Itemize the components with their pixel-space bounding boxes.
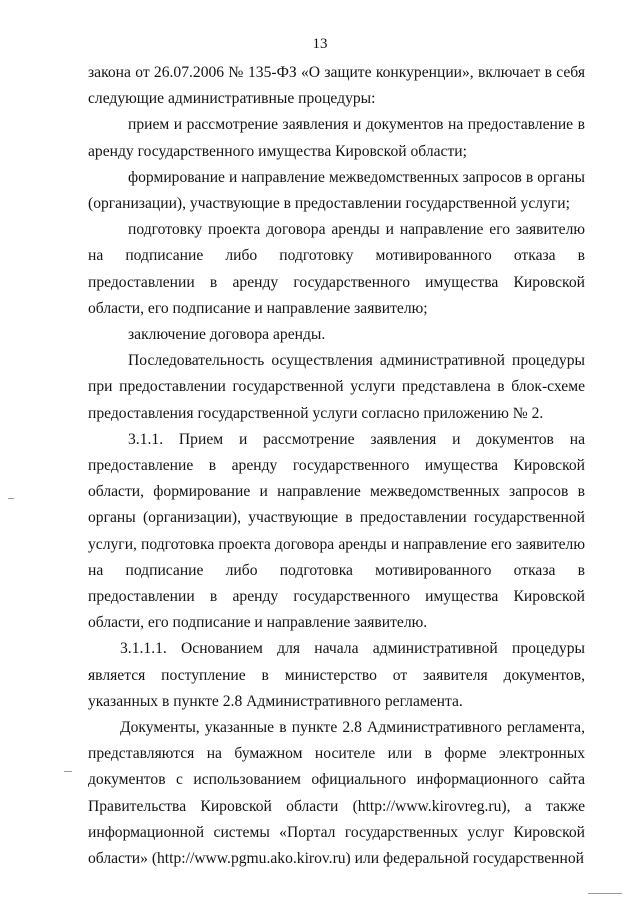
paragraph-procedure-2: формирование и направление межведомственных запросов в органы (организации), участвующие в предоставлении государственной услуги;	[88, 168, 585, 213]
paragraph-documents: Документы, указанные в пункте 2.8 Административного регламента, представляются на бумажном носителе или в форме электронных документов с использованием официального информационного сайта Правительства Кировской области (http://www.kirovreg.ru), а также информационной системы «Портал государственных услуг Кировской области» (http://www.pgmu.ako.kirov.ru) или федеральной государственной	[88, 719, 585, 868]
paragraph-procedure-1: прием и рассмотрение заявления и документов на предоставление в аренду государственного имущества Кировской области;	[88, 116, 585, 160]
paragraph-sequence: Последовательность осуществления административной процедуры при предоставлении государственной услуги представлена в блок-схеме предоставления государственной услуги согласно приложению № 2.	[88, 352, 585, 422]
paragraph-procedure-4: заключение договора аренды.	[128, 326, 326, 344]
paragraph-section-3-1-1-1: 3.1.1.1. Основанием для начала административной процедуры является поступление в министерство от заявителя документов, указанных в пункте 2.8 Административного регламента.	[88, 640, 585, 710]
scan-artifact-left	[8, 498, 14, 499]
paragraph-intro: закона от 26.07.2006 № 135-ФЗ «О защите конкуренции», включает в себя следующие административные процедуры:	[88, 64, 585, 108]
scan-artifact-bottom-right	[588, 893, 622, 894]
document-body	[88, 60, 585, 872]
scan-artifact-left-lower	[64, 771, 72, 772]
paragraph-section-3-1-1: 3.1.1. Прием и рассмотрение заявления и документов на предоставление в аренду государственного имущества Кировской области, формирование и направление межведомственных запросов в органы (организации), участвующие в предоставлении государственной услуги, подготовка проекта договора аренды и направление его заявителю на подписание либо подготовка мотивированного отказа в предоставлении в аренду государственного имущества Кировской области, его подписание и направление заявителю.	[88, 430, 585, 632]
page-number: 13	[312, 36, 328, 52]
paragraph-procedure-3: подготовку проекта договора аренды и направление его заявителю на подписание либо подготовку мотивированного отказа в предоставлении в аренду государственного имущества Кировской области, его подписание и направление заявителю;	[88, 221, 585, 317]
